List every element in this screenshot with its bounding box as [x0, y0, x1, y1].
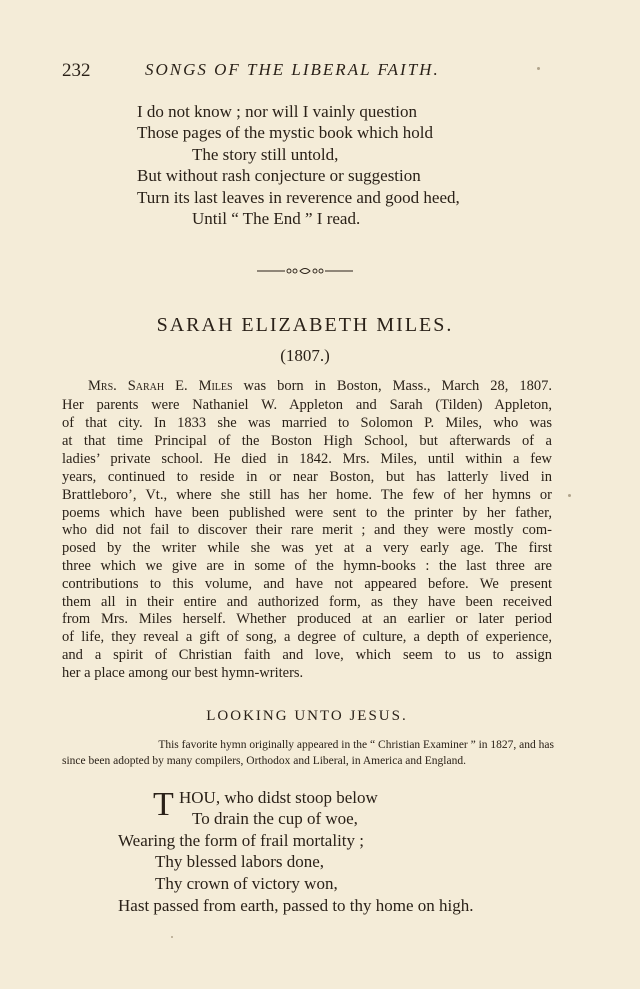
page-number: 232 [62, 60, 91, 81]
bio-line: of that city. In 1833 she was married to Solomon P. Miles, who was [62, 415, 552, 431]
bio-lead-small-caps: Mrs. Sarah E. Miles [88, 378, 233, 394]
bio-line: contributions to this volume, and have not appeared before. We present [62, 576, 552, 592]
running-head: SONGS OF THE LIBERAL FAITH. [145, 60, 440, 79]
ornament-divider-icon [255, 266, 355, 276]
poem-line: I do not know ; nor will I vainly question [137, 102, 418, 121]
bio-line: Her parents were Nathaniel W. Appleton and Sarah (Tilden) Appleton, [62, 397, 552, 413]
bio-line: who did not fail to discover their rare merit ; and they were mostly com- [62, 522, 552, 538]
bio-line: years, continued to reside in or near Boston, but has latterly lived in [62, 469, 552, 485]
hymn-title: LOOKING UNTO JESUS. [206, 708, 408, 724]
bio-line: ladies’ private school. He died in 1842. Mrs. Miles, until within a few [62, 451, 552, 467]
bio-line: her a place among our best hymn-writers. [62, 665, 304, 681]
hymn-note-line: since been adopted by many compilers, Orthodox and Liberal, in America and England. [62, 755, 466, 767]
bio-line [88, 379, 552, 394]
hymn-line: Thy crown of victory won, [155, 874, 338, 893]
bio-line: at that time Principal of the Boston High School, but afterwards of a [62, 433, 552, 449]
bio-line: Brattleboro’, Vt., where she still has her home. The few of her hymns or [62, 487, 552, 503]
bio-line: of life, they reveal a gift of song, a degree of culture, a depth of experience, [62, 629, 552, 645]
bio-line: them all in their entire and authorized form, as they have been received [62, 594, 552, 610]
bio-line: three which we give are in some of the hymn-books : the last three are [62, 558, 552, 574]
bio-line: from Mrs. Miles herself. Whether produced at an earlier or later period [62, 611, 552, 627]
bio-line: posed by the writer while she was yet at a very early age. The first [62, 540, 552, 556]
author-heading: SARAH ELIZABETH MILES. [156, 314, 454, 336]
poem-line: Until “ The End ” I read. [192, 209, 361, 228]
paper-speck [171, 936, 173, 938]
hymn-line: Hast passed from earth, passed to thy home on high. [118, 896, 474, 915]
bio-first-line: was born in Boston, Mass., March 28, 1807. [232, 378, 552, 394]
poem-line: Those pages of the mystic book which hold [137, 123, 434, 142]
poem-line: The story still untold, [192, 145, 339, 164]
author-years: (1807.) [280, 346, 330, 365]
drop-cap: T [153, 786, 174, 823]
poem-line: But without rash conjecture or suggestion [137, 166, 421, 185]
bio-line: and a spirit of Christian faith and love, which seem to us to assign [62, 647, 552, 663]
hymn-line: Thy blessed labors done, [155, 852, 325, 871]
hymn-line: Wearing the form of frail mortality ; [118, 831, 364, 850]
paper-speck [568, 494, 571, 497]
poem-line: Turn its last leaves in reverence and good heed, [137, 188, 460, 207]
bio-line: poems which have been published were sent to the printer by her father, [62, 505, 552, 521]
hymn-line: To drain the cup of woe, [192, 809, 358, 828]
paper-speck [537, 67, 540, 70]
hymn-note-line: This favorite hymn originally appeared in the “ Christian Examiner ” in 1827, and has [158, 739, 554, 751]
hymn-line: HOU, who didst stoop below [179, 788, 378, 807]
